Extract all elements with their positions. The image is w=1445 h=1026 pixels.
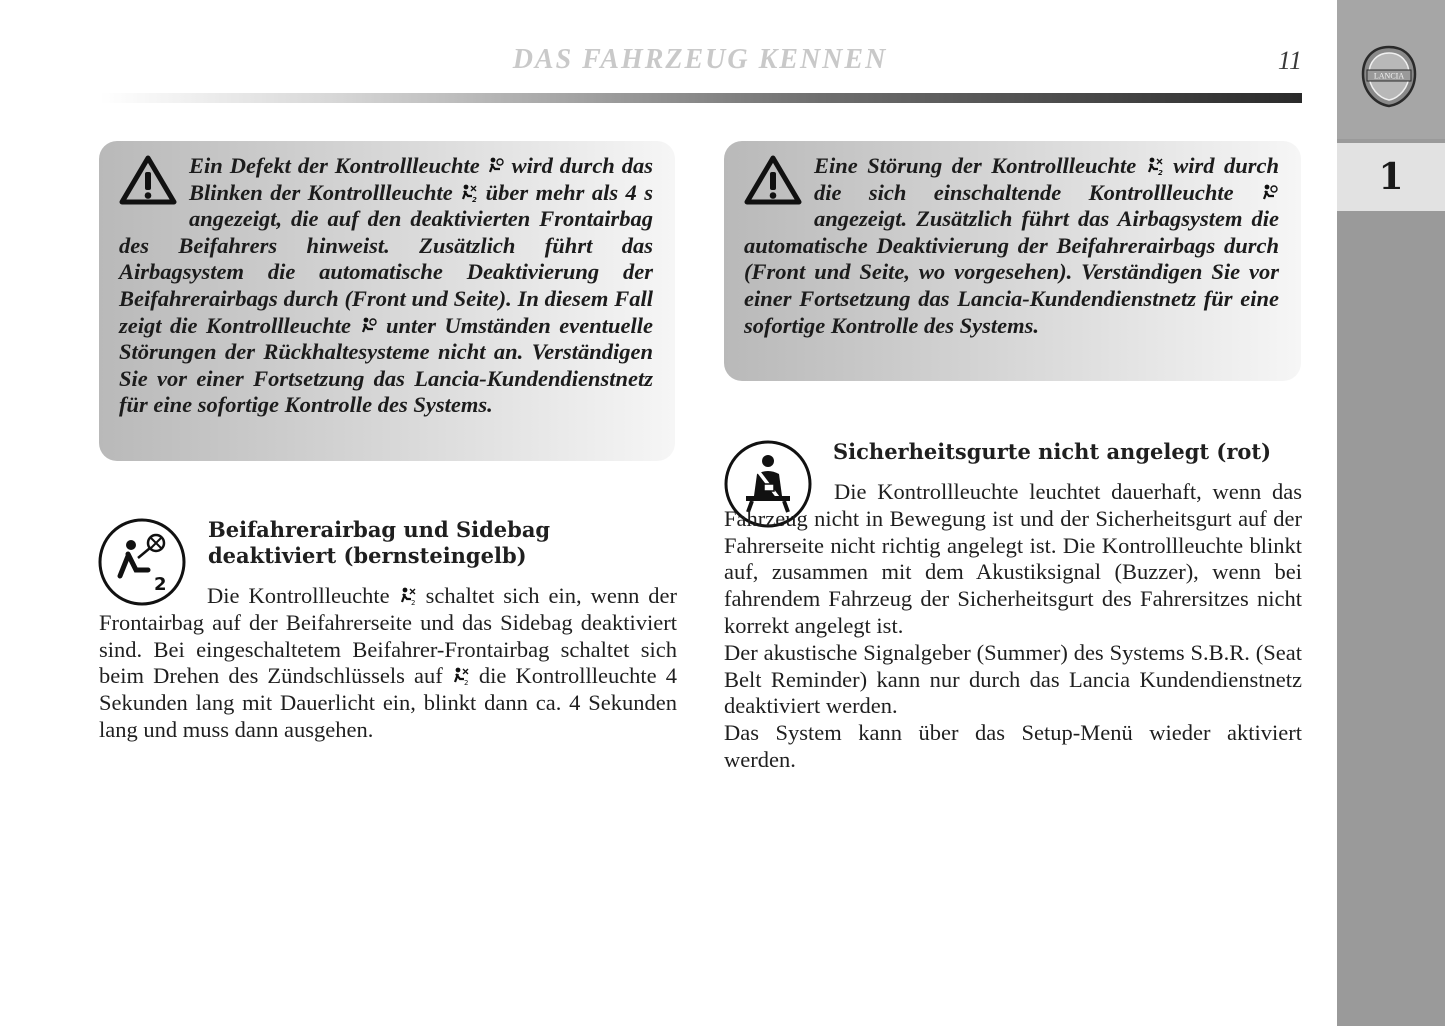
warning-left-text-3: über mehr als 4 s angezeigt, die auf den deaktivierten Frontairbag des Beifahrers hinweist. Zusätzlich führt das Airbagsystem die automatische Deaktivierung der Beifahrerairbags durch (Front und Seite). In diesem Fall zeigt die Kontrollleuchte <box>119 179 654 338</box>
page-number: 11 <box>1277 46 1302 75</box>
section-seatbelt-heading: Sicherheitsgurte nicht angelegt (rot) <box>833 439 1272 464</box>
warning-right-text-2: wird durch die sich einschaltende Kontrollleuchte <box>814 153 1279 205</box>
warning-left-text-1: Ein Defekt der Kontrollleuchte <box>189 153 480 178</box>
section-airbag-text-2: schaltet sich ein, wenn der Frontairbag auf der Beifahrerseite und das Sidebag deaktiviert sind. Bei eingeschaltetem Beifahrer-Frontairbag schaltet sich beim Drehen des Zündschlüssels auf <box>99 583 678 689</box>
warning-left-text-4: unter Umständen eventuelle Störungen der Rückhaltesysteme nicht an. Verständigen Sie vor einer Fortsetzung das Lancia-Kundendienstnetz für eine sofortige Kontrolle des Systems. <box>119 312 653 418</box>
warning-right-text-3: angezeigt. Zusätzlich führt das Airbagsystem die automatische Deaktivierung der Beifahrerairbags durch (Front und Seite, wo vorgesehen). Verständigen Sie vor einer Fortsetzung das Lancia-Kundendienstnetz für eine sofortige Kontrolle des Systems. <box>744 206 1279 338</box>
passenger-airbag-icon <box>487 156 505 176</box>
passenger-airbag-off-icon <box>460 183 478 203</box>
passenger-airbag-icon <box>1261 183 1279 203</box>
warning-box-right <box>724 141 1301 381</box>
section-seatbelt-paragraph-2: Der akustische Signalgeber (Summer) des Systems S.B.R. (Seat Belt Reminder) kann nur durch das Lancia Kundendienstnetz deaktiviert werden. <box>724 639 1302 719</box>
svg-text:2: 2 <box>463 679 469 687</box>
warning-triangle-icon <box>119 155 177 205</box>
passenger-airbag-icon <box>360 316 378 336</box>
lancia-logo-icon <box>1360 44 1418 108</box>
passenger-airbag-off-icon <box>1146 156 1164 176</box>
header-rule <box>100 93 1302 103</box>
warning-right-text-1: Eine Störung der Kontrollleuchte <box>814 153 1137 178</box>
chapter-number: 1 <box>1337 143 1445 211</box>
logo-text: LANCIA <box>1373 71 1405 81</box>
passenger-airbag-off-icon <box>452 666 470 686</box>
section-seatbelt-paragraph-1: Die Kontrollleuchte leuchtet dauerhaft, wenn das Fahrzeug nicht in Bewegung ist und der Sicherheitsgurt auf der Fahrerseite nicht richtig angelegt ist. Die Kontrollleuchte blinkt auf, zusammen mit dem Akustiksignal (Buzzer), wenn bei fahrendem Fahrzeug der Sicherheitsgurt des Fahrersitzes nicht korrekt angelegt ist. <box>724 479 1302 638</box>
warning-box-left <box>99 141 675 461</box>
svg-text:2: 2 <box>410 599 416 606</box>
section-airbag-heading: Beifahrerairbag und Sidebag deaktiviert (bernsteingelb) <box>208 517 551 568</box>
section-airbag-text-1: Die Kontrollleuchte <box>207 583 390 608</box>
svg-text:2: 2 <box>1157 169 1163 176</box>
section-airbag-body <box>99 583 677 744</box>
svg-text:2: 2 <box>472 195 478 203</box>
page-header-title: DAS FAHRZEUG KENNEN <box>512 44 888 75</box>
section-seatbelt-paragraph-3: Das System kann über das Setup-Menü wieder aktiviert werden. <box>724 720 1302 772</box>
section-airbag-text-3: die Kontrollleuchte 4 Sekunden lang mit Dauerlicht ein, blinkt dann ca. 4 Sekunden lang und muss dann ausgehen. <box>99 663 677 742</box>
svg-text:2: 2 <box>154 574 167 595</box>
passenger-airbag-off-icon <box>399 586 417 606</box>
section-seatbelt-body <box>724 479 1302 774</box>
warning-triangle-icon <box>744 155 802 205</box>
warning-left-text-2: wird durch das Blinken der Kontrollleuchte <box>189 153 653 205</box>
